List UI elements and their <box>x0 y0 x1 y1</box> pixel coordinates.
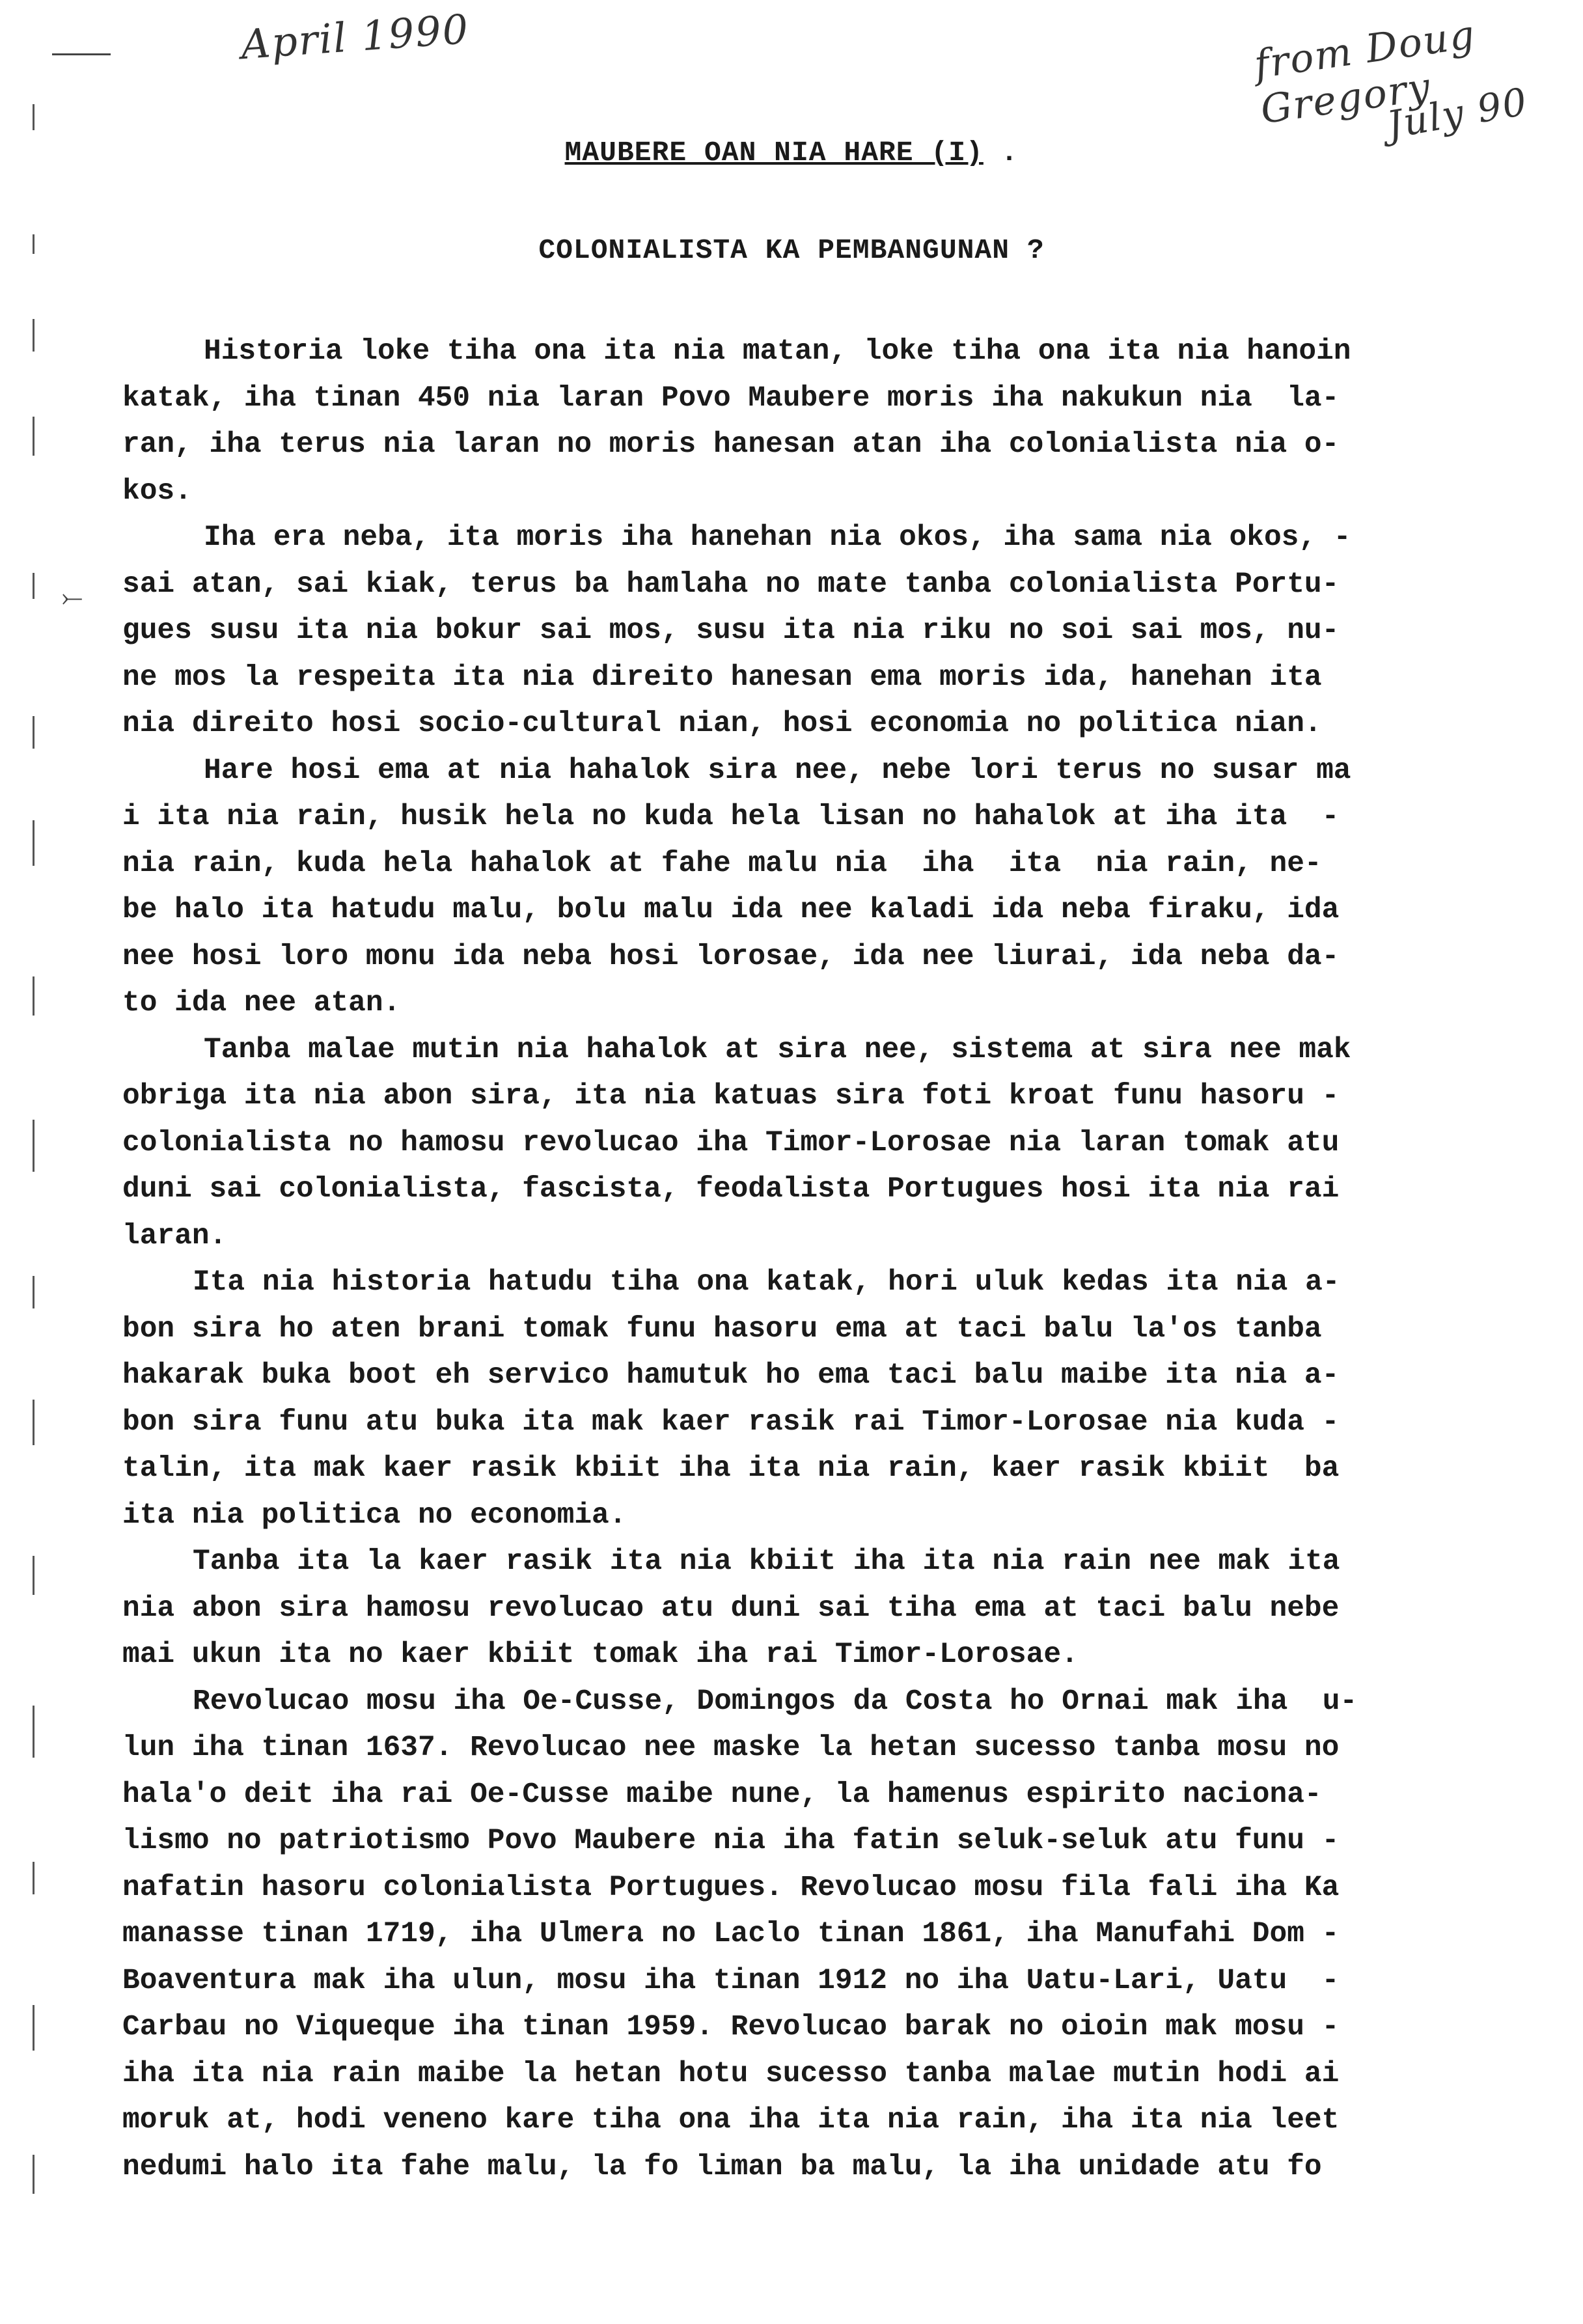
text-line: sai atan, sai kiak, terus ba hamlaha no mate tanba colonialista Portu- <box>122 568 1340 601</box>
text-line: Tanba ita la kaer rasik ita nia kbiit iha ita nia rain nee mak ita <box>193 1545 1340 1578</box>
text-line: nia rain, kuda hela hahalok at fahe malu nia iha ita nia rain, ne- <box>122 847 1322 880</box>
text-line: iha ita nia rain maibe la hetan hotu sucesso tanba malae mutin hodi ai <box>122 2057 1340 2090</box>
text-line: moruk at, hodi veneno kare tiha ona iha ita nia rain, iha ita nia leet <box>122 2104 1340 2137</box>
text-line: Hare hosi ema at nia hahalok sira nee, nebe lori terus no susar ma <box>204 754 1351 787</box>
document-subtitle: COLONIALISTA KA PEMBANGUNAN ? <box>538 234 1045 266</box>
text-line: Carbau no Viqueque iha tinan 1959. Revolucao barak no oioin mak mosu - <box>122 2011 1340 2043</box>
text-line: nafatin hasoru colonialista Portugues. Revolucao mosu fila fali iha Ka <box>122 1871 1340 1904</box>
text-line: obriga ita nia abon sira, ita nia katuas sira foti kroat funu hasoru - <box>122 1080 1340 1113</box>
text-line: hakarak buka boot eh servico hamutuk ho ema taci balu maibe ita nia a- <box>122 1359 1340 1392</box>
text-line: to ida nee atan. <box>122 987 401 1019</box>
handwritten-source-note: from Doug Gregory <box>1251 11 1479 133</box>
margin-dash-mark <box>52 53 111 55</box>
text-line: ita nia politica no economia. <box>122 1499 627 1532</box>
text-line: lun iha tinan 1637. Revolucao nee maske la hetan sucesso tanba mosu no <box>122 1732 1340 1764</box>
text-line: hala'o deit iha rai Oe-Cusse maibe nune, la hamenus espirito naciona- <box>122 1778 1322 1811</box>
left-margin-marks <box>13 39 52 2317</box>
text-line: mai ukun ita no kaer kbiit tomak iha rai Timor-Lorosae. <box>122 1639 1079 1671</box>
text-line: i ita nia rain, husik hela no kuda hela lisan no hahalok at iha ita - <box>122 801 1340 833</box>
text-line: nia direito hosi socio-cultural nian, hosi economia no politica nian. <box>122 708 1322 740</box>
text-line: nia abon sira hamosu revolucao atu duni sai tiha ema at taci balu nebe <box>122 1592 1340 1625</box>
text-line: katak, iha tinan 450 nia laran Povo Maubere moris iha nakukun nia la- <box>122 381 1340 415</box>
document-title-suffix: . <box>983 137 1019 169</box>
text-line: talin, ita mak kaer rasik kbiit iha ita nia rain, kaer rasik kbiit ba <box>122 1452 1340 1485</box>
text-line: Iha era neba, ita moris iha hanehan nia okos, iha sama nia okos, - <box>204 521 1351 554</box>
text-line: bon sira funu atu buka ita mak kaer rasik rai Timor-Lorosae nia kuda - <box>122 1405 1340 1439</box>
document-body <box>122 329 1463 2191</box>
text-line: ran, iha terus nia laran no moris hanesan atan iha colonialista nia o- <box>122 428 1340 461</box>
text-line: nee hosi loro monu ida neba hosi lorosae, ida nee liurai, ida neba da- <box>122 940 1340 973</box>
text-line: duni sai colonialista, fascista, feodalista Portugues hosi ita nia rai <box>122 1173 1340 1206</box>
text-line: lismo no patriotismo Povo Maubere nia iha fatin seluk-seluk atu funu - <box>122 1825 1340 1857</box>
text-line: nedumi halo ita fahe malu, la fo liman ba malu, la iha unidade atu fo <box>122 2150 1322 2183</box>
text-line: Revolucao mosu iha Oe-Cusse, Domingos da Costa ho Ornai mak iha u- <box>193 1685 1358 1718</box>
text-line: Tanba malae mutin nia hahalok at sira nee, sistema at sira nee mak <box>204 1033 1351 1066</box>
text-line: laran. <box>122 1219 227 1252</box>
text-line: Boaventura mak iha ulun, mosu iha tinan 1912 no iha Uatu-Lari, Uatu - <box>122 1964 1340 1997</box>
document-title-main: MAUBERE OAN NIA HARE (I) <box>564 137 984 169</box>
text-line: kos. <box>122 475 192 508</box>
text-line: bon sira ho aten brani tomak funu hasoru ema at taci balu la'os tanba <box>122 1312 1322 1346</box>
text-line: Historia loke tiha ona ita nia matan, loke tiha ona ita nia hanoin <box>204 335 1351 368</box>
margin-arrow-mark: ⤚ <box>62 583 83 613</box>
handwritten-month-note: July 90 <box>1383 79 1532 148</box>
text-line: gues susu ita nia bokur sai mos, susu ita nia riku no soi sai mos, nu- <box>122 615 1340 647</box>
document-title <box>0 137 1583 169</box>
handwritten-date-note: April 1990 <box>239 5 471 69</box>
text-line: colonialista no hamosu revolucao iha Timor-Lorosae nia laran tomak atu <box>122 1126 1340 1159</box>
text-line: be halo ita hatudu malu, bolu malu ida nee kaladi ida neba firaku, ida <box>122 894 1340 926</box>
text-line: ne mos la respeita ita nia direito hanesan ema moris ida, hanehan ita <box>122 661 1322 694</box>
text-line: manasse tinan 1719, iha Ulmera no Laclo tinan 1861, iha Manufahi Dom - <box>122 1918 1340 1950</box>
text-line: Ita nia historia hatudu tiha ona katak, hori uluk kedas ita nia a- <box>193 1266 1340 1299</box>
